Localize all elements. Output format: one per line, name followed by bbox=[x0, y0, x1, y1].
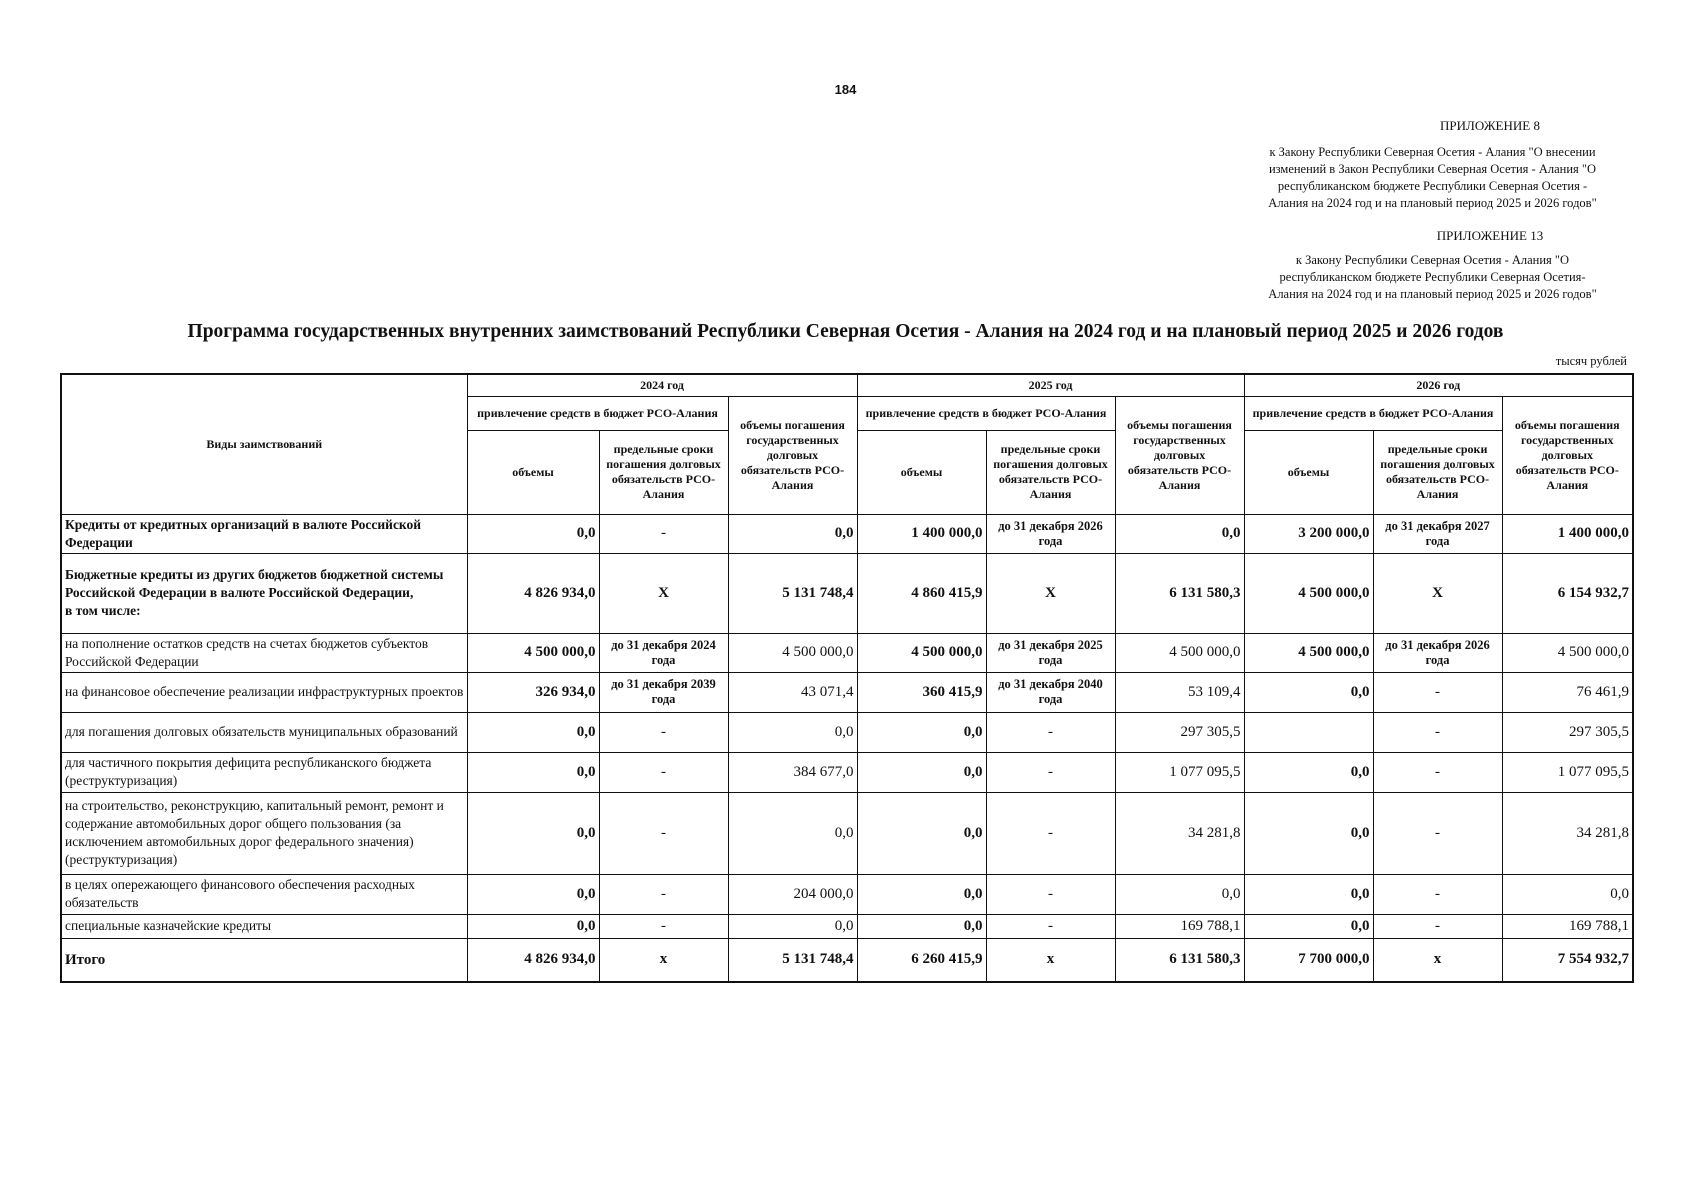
repayment-volume-cell: 1 077 095,5 bbox=[1502, 752, 1633, 792]
appendix-13-line: Алания на 2024 год и на плановый период 2025 и 2026 годов" bbox=[1268, 287, 1597, 301]
attraction-volume-cell: 0,0 bbox=[467, 514, 599, 553]
appendix-8-text bbox=[1240, 144, 1625, 212]
table-row bbox=[61, 514, 1633, 553]
repayment-volume-cell: 0,0 bbox=[1502, 874, 1633, 914]
repayment-term-cell: до 31 декабря 2027 года bbox=[1373, 514, 1502, 553]
repayment-volume-cell: 4 500 000,0 bbox=[1115, 633, 1244, 672]
table-row bbox=[61, 938, 1633, 982]
header-year-2024: 2024 год bbox=[467, 374, 857, 396]
repayment-term-cell: - bbox=[599, 752, 728, 792]
repayment-term-cell: до 31 декабря 2026 года bbox=[1373, 633, 1502, 672]
attraction-volume-cell: 4 826 934,0 bbox=[467, 938, 599, 982]
appendix-13-line: к Закону Республики Северная Осетия - Алания "О bbox=[1295, 253, 1570, 267]
row-label-suffix: в том числе: bbox=[65, 603, 141, 618]
attraction-volume-cell: 0,0 bbox=[467, 792, 599, 874]
row-label-text: в целях опережающего финансового обеспечения расходных обязательств bbox=[65, 877, 415, 910]
attraction-volume-cell: 0,0 bbox=[1244, 914, 1373, 938]
attraction-volume-cell: 0,0 bbox=[1244, 874, 1373, 914]
repayment-volume-cell: 6 131 580,3 bbox=[1115, 553, 1244, 633]
row-label bbox=[61, 633, 467, 672]
repayment-term-cell: - bbox=[986, 712, 1115, 752]
row-label-text: на пополнение остатков средств на счетах бюджетов субъектов Российской Федерации bbox=[65, 635, 429, 669]
row-label bbox=[61, 712, 467, 752]
header-repayment: объемы погашения государственных долговых обязательств РСО-Алания bbox=[728, 396, 857, 514]
appendix-8-line: республиканском бюджете Республики Северная Осетия - bbox=[1277, 179, 1588, 193]
attraction-volume-cell: 0,0 bbox=[467, 712, 599, 752]
row-label bbox=[61, 752, 467, 792]
repayment-term-cell: Х bbox=[986, 553, 1115, 633]
table-row bbox=[61, 672, 1633, 712]
header-volume: объемы bbox=[1244, 430, 1373, 514]
attraction-volume-cell: 4 500 000,0 bbox=[467, 633, 599, 672]
repayment-volume-cell: 4 500 000,0 bbox=[728, 633, 857, 672]
repayment-volume-cell: 169 788,1 bbox=[1115, 914, 1244, 938]
repayment-term-cell: - bbox=[1373, 672, 1502, 712]
repayment-volume-cell: 0,0 bbox=[728, 914, 857, 938]
repayment-volume-cell: 34 281,8 bbox=[1115, 792, 1244, 874]
repayment-volume-cell: 169 788,1 bbox=[1502, 914, 1633, 938]
repayment-volume-cell: 0,0 bbox=[1115, 874, 1244, 914]
appendix-8-line: Алания на 2024 год и на плановый период 2025 и 2026 годов" bbox=[1268, 196, 1597, 210]
repayment-term-cell: - bbox=[1373, 712, 1502, 752]
repayment-term-cell: х bbox=[599, 938, 728, 982]
attraction-volume-cell: 6 260 415,9 bbox=[857, 938, 986, 982]
header-year-2025: 2025 год bbox=[857, 374, 1244, 396]
row-label-text: на строительство, реконструкцию, капитальный ремонт, ремонт и содержание автомобильных дорог общего пользования (за исключением автомобильных дорог федерального значения) (реструктуризация) bbox=[65, 798, 444, 867]
header-volume: объемы bbox=[857, 430, 986, 514]
row-label bbox=[61, 514, 467, 553]
repayment-term-cell: - bbox=[599, 914, 728, 938]
row-label bbox=[61, 874, 467, 914]
row-label bbox=[61, 792, 467, 874]
header-attraction: привлечение средств в бюджет РСО-Алания bbox=[467, 396, 728, 430]
header-year-2026: 2026 год bbox=[1244, 374, 1633, 396]
repayment-volume-cell: 1 400 000,0 bbox=[1502, 514, 1633, 553]
attraction-volume-cell: 0,0 bbox=[857, 752, 986, 792]
table-row bbox=[61, 914, 1633, 938]
repayment-volume-cell: 0,0 bbox=[1115, 514, 1244, 553]
row-label-text: Бюджетные кредиты из других бюджетов бюджетной системы Российской Федерации в валюте Российской Федерации, bbox=[65, 567, 444, 600]
attraction-volume-cell: 4 826 934,0 bbox=[467, 553, 599, 633]
table-row bbox=[61, 553, 1633, 633]
repayment-term-cell: до 31 декабря 2026 года bbox=[986, 514, 1115, 553]
repayment-term-cell: - bbox=[986, 752, 1115, 792]
repayment-volume-cell: 0,0 bbox=[728, 792, 857, 874]
header-attraction: привлечение средств в бюджет РСО-Алания bbox=[1244, 396, 1502, 430]
row-label bbox=[61, 914, 467, 938]
attraction-volume-cell: 7 700 000,0 bbox=[1244, 938, 1373, 982]
header-kind: Виды заимствований bbox=[61, 374, 467, 514]
row-label-text: для частичного покрытия дефицита республиканского бюджета (реструктуризация) bbox=[65, 755, 432, 788]
row-label-text: Итого bbox=[65, 951, 106, 968]
attraction-volume-cell: 0,0 bbox=[1244, 792, 1373, 874]
repayment-volume-cell: 4 500 000,0 bbox=[1502, 633, 1633, 672]
row-label-text: специальные казначейские кредиты bbox=[65, 918, 272, 933]
attraction-volume-cell: 360 415,9 bbox=[857, 672, 986, 712]
row-label-text: для погашения долговых обязательств муниципальных образований bbox=[65, 724, 458, 739]
repayment-volume-cell: 384 677,0 bbox=[728, 752, 857, 792]
row-label bbox=[61, 672, 467, 712]
repayment-term-cell: - bbox=[986, 874, 1115, 914]
repayment-volume-cell: 297 305,5 bbox=[1502, 712, 1633, 752]
header-repayment: объемы погашения государственных долговых обязательств РСО-Алания bbox=[1502, 396, 1633, 514]
repayment-term-cell: х bbox=[1373, 938, 1502, 982]
repayment-volume-cell: 43 071,4 bbox=[728, 672, 857, 712]
repayment-term-cell: х bbox=[986, 938, 1115, 982]
attraction-volume-cell: 4 860 415,9 bbox=[857, 553, 986, 633]
header-terms: предельные сроки погашения долговых обязательств РСО-Алания bbox=[1373, 430, 1502, 514]
attraction-volume-cell: 0,0 bbox=[467, 874, 599, 914]
attraction-volume-cell: 4 500 000,0 bbox=[1244, 633, 1373, 672]
row-label bbox=[61, 938, 467, 982]
attraction-volume-cell: 0,0 bbox=[857, 914, 986, 938]
repayment-term-cell: до 31 декабря 2040 года bbox=[986, 672, 1115, 712]
header-terms: предельные сроки погашения долговых обязательств РСО-Алания bbox=[599, 430, 728, 514]
attraction-volume-cell: 1 400 000,0 bbox=[857, 514, 986, 553]
appendix-8-line: изменений в Закон Республики Северная Осетия - Алания "О bbox=[1268, 162, 1597, 176]
row-label bbox=[61, 553, 467, 633]
appendix-13-text bbox=[1240, 252, 1625, 303]
repayment-volume-cell: 5 131 748,4 bbox=[728, 553, 857, 633]
row-label-text: на финансовое обеспечение реализации инфраструктурных проектов bbox=[65, 684, 464, 699]
repayment-term-cell: - bbox=[599, 514, 728, 553]
repayment-term-cell: - bbox=[986, 792, 1115, 874]
table-row bbox=[61, 633, 1633, 672]
repayment-term-cell: - bbox=[599, 792, 728, 874]
repayment-term-cell: Х bbox=[1373, 553, 1502, 633]
units-label: тысяч рублей bbox=[1555, 354, 1627, 368]
repayment-volume-cell: 7 554 932,7 bbox=[1502, 938, 1633, 982]
repayment-term-cell: - bbox=[986, 914, 1115, 938]
repayment-term-cell: - bbox=[1373, 874, 1502, 914]
table-row bbox=[61, 874, 1633, 914]
repayment-term-cell: - bbox=[1373, 792, 1502, 874]
table-row bbox=[61, 752, 1633, 792]
document-title: Программа государственных внутренних заимствований Республики Северная Осетия - Алания на 2024 год и на плановый период 2025 и 2026 годов bbox=[187, 321, 1504, 342]
attraction-volume-cell: 0,0 bbox=[1244, 672, 1373, 712]
attraction-volume-cell: 0,0 bbox=[857, 792, 986, 874]
page-number: 184 bbox=[834, 82, 857, 97]
table-row bbox=[61, 792, 1633, 874]
repayment-term-cell: - bbox=[1373, 752, 1502, 792]
repayment-volume-cell: 297 305,5 bbox=[1115, 712, 1244, 752]
attraction-volume-cell: 0,0 bbox=[857, 874, 986, 914]
table-row bbox=[61, 712, 1633, 752]
appendix-13-line: республиканском бюджете Республики Северная Осетия- bbox=[1279, 270, 1586, 284]
repayment-volume-cell: 204 000,0 bbox=[728, 874, 857, 914]
repayment-volume-cell: 5 131 748,4 bbox=[728, 938, 857, 982]
attraction-volume-cell: 4 500 000,0 bbox=[1244, 553, 1373, 633]
attraction-volume-cell: 3 200 000,0 bbox=[1244, 514, 1373, 553]
header-terms: предельные сроки погашения долговых обязательств РСО-Алания bbox=[986, 430, 1115, 514]
attraction-volume-cell: 0,0 bbox=[467, 752, 599, 792]
repayment-volume-cell: 0,0 bbox=[728, 514, 857, 553]
appendix-13-title: ПРИЛОЖЕНИЕ 13 bbox=[1436, 228, 1544, 243]
appendix-8-line: к Закону Республики Северная Осетия - Алания "О внесении bbox=[1269, 145, 1596, 159]
repayment-term-cell: до 31 декабря 2025 года bbox=[986, 633, 1115, 672]
repayment-volume-cell: 76 461,9 bbox=[1502, 672, 1633, 712]
header-repayment: объемы погашения государственных долговых обязательств РСО-Алания bbox=[1115, 396, 1244, 514]
repayment-volume-cell: 6 131 580,3 bbox=[1115, 938, 1244, 982]
repayment-term-cell: до 31 декабря 2039 года bbox=[599, 672, 728, 712]
repayment-term-cell: - bbox=[1373, 914, 1502, 938]
attraction-volume-cell: 4 500 000,0 bbox=[857, 633, 986, 672]
attraction-volume-cell: 0,0 bbox=[1244, 752, 1373, 792]
repayment-volume-cell: 6 154 932,7 bbox=[1502, 553, 1633, 633]
header-volume: объемы bbox=[467, 430, 599, 514]
attraction-volume-cell: 326 934,0 bbox=[467, 672, 599, 712]
repayment-term-cell: - bbox=[599, 712, 728, 752]
repayment-term-cell: - bbox=[599, 874, 728, 914]
repayment-term-cell: до 31 декабря 2024 года bbox=[599, 633, 728, 672]
appendix-8-title: ПРИЛОЖЕНИЕ 8 bbox=[1440, 118, 1540, 133]
attraction-volume-cell: 0,0 bbox=[467, 914, 599, 938]
repayment-volume-cell: 1 077 095,5 bbox=[1115, 752, 1244, 792]
repayment-term-cell: Х bbox=[599, 553, 728, 633]
attraction-volume-cell: 0,0 bbox=[857, 712, 986, 752]
header-attraction: привлечение средств в бюджет РСО-Алания bbox=[857, 396, 1115, 430]
row-label-text: Кредиты от кредитных организаций в валюте Российской Федерации bbox=[65, 516, 422, 550]
repayment-volume-cell: 53 109,4 bbox=[1115, 672, 1244, 712]
repayment-volume-cell: 0,0 bbox=[728, 712, 857, 752]
attraction-volume-cell bbox=[1244, 712, 1373, 752]
repayment-volume-cell: 34 281,8 bbox=[1502, 792, 1633, 874]
borrowing-table bbox=[60, 373, 1634, 983]
